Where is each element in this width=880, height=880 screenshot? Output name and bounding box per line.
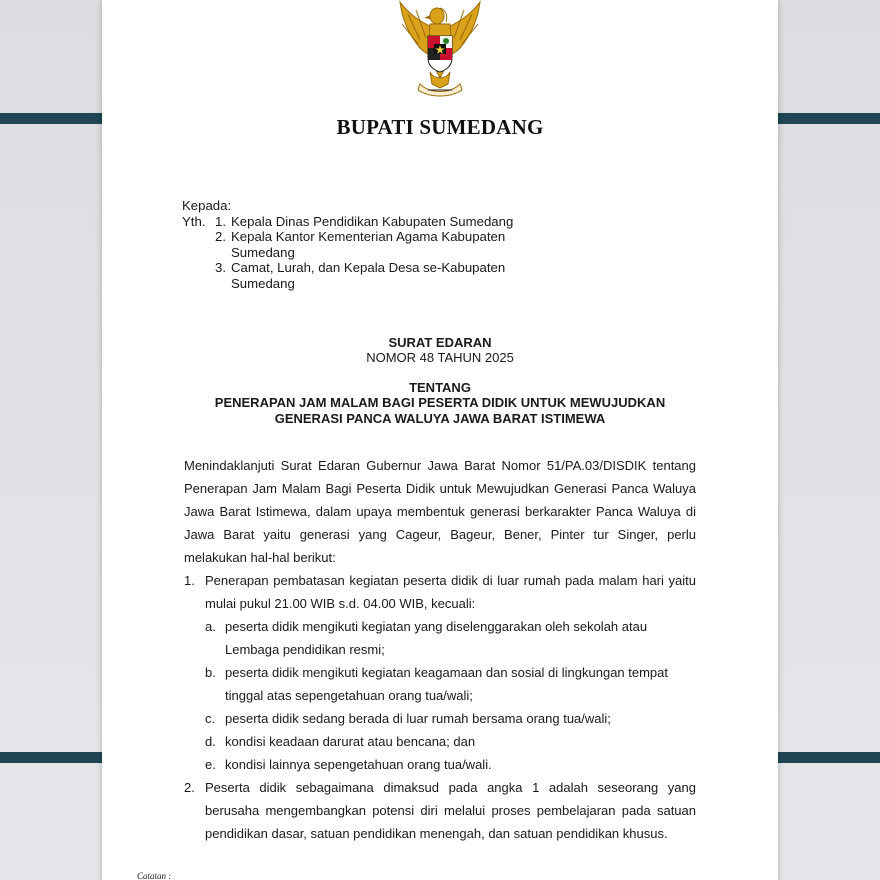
- garuda-pancasila-icon: [390, 0, 490, 100]
- recipient-item-1: [182, 214, 531, 230]
- sub-item-d: [205, 730, 696, 753]
- document-body: [184, 454, 696, 845]
- sub-item-c: [205, 707, 696, 730]
- subject-line-1: PENERAPAN JAM MALAM BAGI PESERTA DIDIK UNTUK MEWUJUDKAN: [214, 395, 666, 410]
- sub-letter: c.: [205, 711, 216, 726]
- circular-number: NOMOR 48 TAHUN 2025: [366, 350, 514, 365]
- about-label: TENTANG: [409, 380, 471, 395]
- sub-text: peserta didik sedang berada di luar rumah bersama orang tua/wali;: [225, 711, 611, 726]
- subject-heading: [102, 395, 778, 426]
- sub-item-a: [205, 615, 696, 661]
- recipient-block: [182, 198, 531, 291]
- sub-letter: d.: [205, 734, 216, 749]
- sub-letter: b.: [205, 665, 216, 680]
- recipient-text: Kepala Kantor Kementerian Agama Kabupaten: [231, 229, 506, 244]
- list-number: 1.: [184, 573, 195, 588]
- recipient-text: Camat, Lurah, dan Kepala Desa se-Kabupaten: [231, 260, 506, 275]
- sub-text: kondisi lainnya sepengetahuan orang tua/wali.: [225, 757, 492, 772]
- recipient-item-3: [182, 260, 531, 291]
- recipient-text-cont: Sumedang: [231, 275, 295, 291]
- recipient-number: 2.: [215, 229, 226, 244]
- footer-note: Catatan :: [137, 871, 172, 880]
- list-item-1: [184, 569, 696, 776]
- list-number: 2.: [184, 780, 195, 795]
- document-page[interactable]: [102, 0, 778, 880]
- sub-item-e: [205, 753, 696, 776]
- list-item-2: [184, 776, 696, 845]
- circular-title: SURAT EDARAN: [388, 335, 492, 350]
- sub-letter: e.: [205, 757, 216, 772]
- document-header-title: BUPATI SUMEDANG: [336, 115, 544, 139]
- recipient-number: 3.: [215, 260, 226, 275]
- list-item-text: Penerapan pembatasan kegiatan peserta didik di luar rumah pada malam hari yaitu mulai pukul 21.00 WIB s.d. 04.00 WIB, kecuali:: [205, 573, 696, 611]
- recipient-number: 1.: [215, 213, 226, 229]
- recipient-label: Kepada:: [182, 198, 232, 213]
- recipient-item-2: [182, 229, 531, 260]
- sub-text: peserta didik mengikuti kegiatan yang diselenggarakan oleh sekolah atau Lembaga pendidikan resmi;: [225, 619, 648, 657]
- recipient-text-cont: Sumedang: [231, 244, 295, 260]
- recipient-text: Kepala Dinas Pendidikan Kabupaten Sumedang: [231, 213, 514, 229]
- intro-paragraph: Menindaklanjuti Surat Edaran Gubernur Jawa Barat Nomor 51/PA.03/DISDIK tentang Penerapan Jam Malam Bagi Peserta Didik untuk Mewujudkan Generasi Panca Waluya Jawa Barat Istimewa, dalam upaya membentuk generasi berkarakter Panca Waluya di Jawa Barat yaitu generasi yang Cageur, Bageur, Bener, Pinter tur Singer, perlu melakukan hal-hal berikut:: [184, 458, 696, 565]
- list-item-text: Peserta didik sebagaimana dimaksud pada angka 1 adalah seseorang yang berusaha mengembangkan potensi diri melalui proses pembelajaran pada satuan pendidikan dasar, satuan pendidikan menengah, dan satuan pendidikan khusus.: [205, 780, 696, 841]
- sub-text: peserta didik mengikuti kegiatan keagamaan dan sosial di lingkungan tempat tinggal atas sepengetahuan orang tua/wali;: [225, 665, 669, 703]
- sub-letter: a.: [205, 619, 216, 634]
- sub-text: kondisi keadaan darurat atau bencana; dan: [225, 734, 476, 749]
- sub-item-b: [205, 661, 696, 707]
- subject-line-2: GENERASI PANCA WALUYA JAWA BARAT ISTIMEWA: [274, 410, 606, 426]
- yth-label: Yth.: [182, 213, 206, 229]
